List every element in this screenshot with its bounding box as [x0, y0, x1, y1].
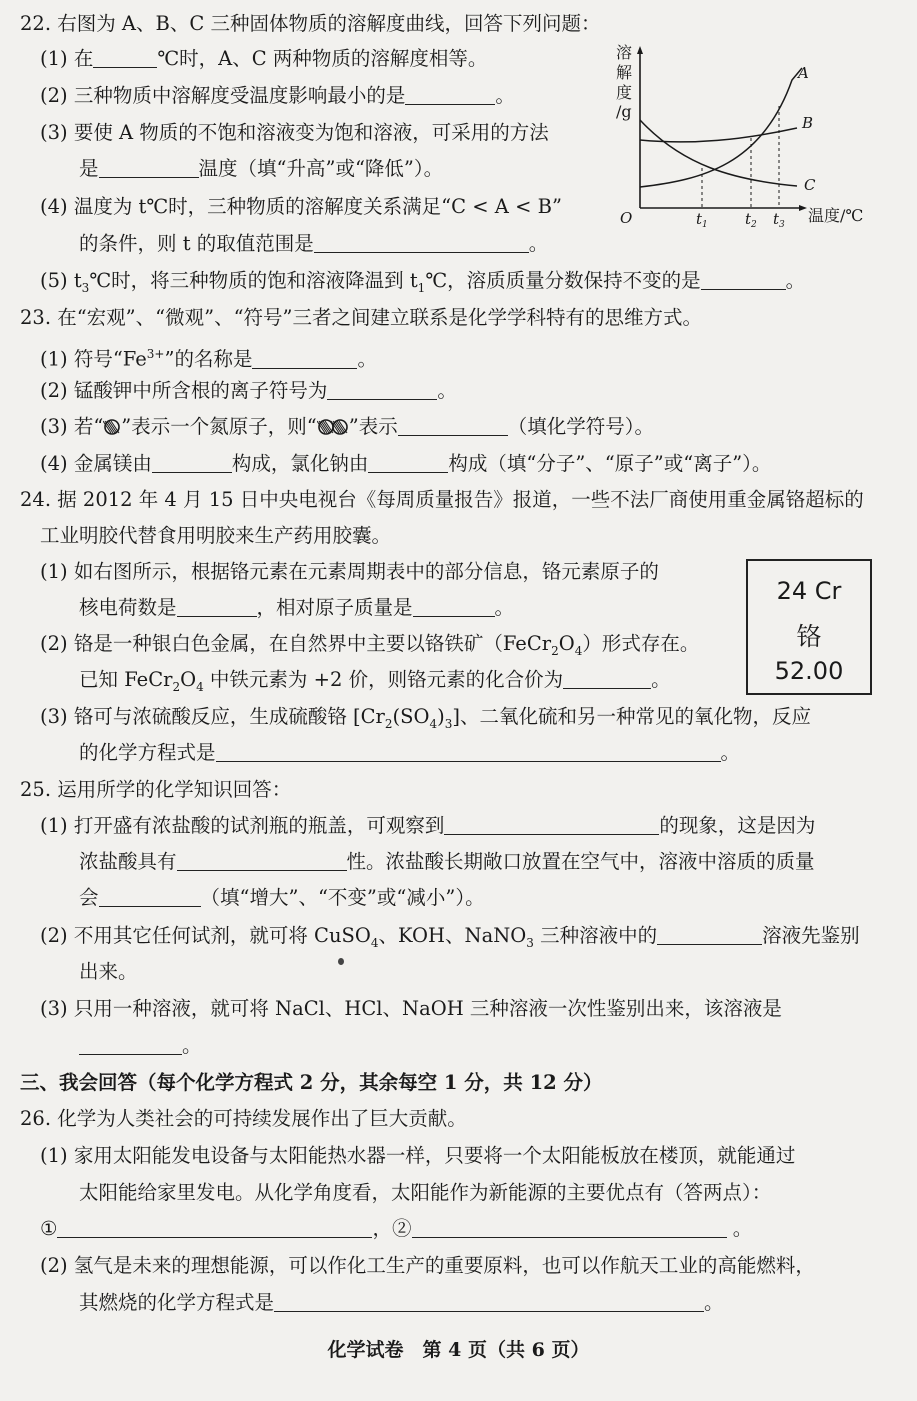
line-text: ”表示 [348, 415, 398, 438]
line-text: ℃时，将三种物质的饱和溶液降温到 t [89, 269, 418, 292]
question-line-q25-2 [40, 924, 860, 955]
subscript: 2 [551, 643, 559, 658]
line-text: (1) 在 [40, 47, 94, 70]
question-line-q22-4 [40, 195, 562, 219]
superscript: 3+ [146, 347, 165, 361]
answer-blank[interactable] [563, 670, 651, 689]
line-text: 。 [726, 1217, 753, 1240]
subscript: 3 [526, 935, 534, 950]
answer-blank[interactable] [216, 743, 721, 762]
line-text: O [180, 668, 197, 691]
line-text: 中铁元素为 +2 价，则铬元素的化合价为 [203, 668, 564, 691]
question-line-q23-1 [40, 342, 377, 372]
question-line-q22-2 [40, 84, 515, 108]
line-text: (4) 金属镁由 [40, 452, 152, 475]
line-text: ℃时，A、C 两种物质的溶解度相等。 [157, 47, 488, 70]
question-line-q26-1 [40, 1144, 795, 1168]
line-text: (1) 打开盛有浓盐酸的试剂瓶的瓶盖，可观察到 [40, 814, 445, 837]
line-text: 浓盐酸具有 [79, 850, 177, 873]
line-text: (2) 锰酸钾中所含根的离子符号为 [40, 379, 328, 402]
question-line-q22-3b [79, 157, 443, 181]
answer-blank[interactable] [274, 1293, 704, 1312]
line-text: 、KOH、NaNO [378, 924, 527, 947]
line-text: 性。浓盐酸长期敞口放置在空气中，溶液中溶质的质量 [346, 850, 815, 873]
question-line-sec3 [20, 1071, 603, 1095]
print-speck [338, 958, 344, 965]
question-line-q24b [40, 524, 391, 548]
line-text: 的现象，这是因为 [659, 814, 816, 837]
nitrogen-atom-icon [103, 418, 121, 436]
y-label-2: 解 [616, 63, 633, 82]
line-text: ，相对原子质量是 [256, 596, 413, 619]
subscript: 4 [196, 679, 204, 694]
line-text: 温度（填“升高”或“降低”）。 [198, 157, 444, 180]
line-text: ℃，溶质质量分数保持不变的是 [425, 269, 701, 292]
line-text: 。 [495, 84, 515, 107]
line-text: 三、我会回答（每个化学方程式 2 分，其余每空 1 分，共 12 分） [20, 1071, 603, 1094]
answer-blank[interactable] [79, 1036, 182, 1055]
line-text: 。 [437, 379, 457, 402]
line-text: (1) 符号“Fe [40, 347, 147, 371]
question-line-q24-3b [79, 741, 740, 765]
answer-blank[interactable] [99, 159, 199, 178]
label-a: A [798, 64, 809, 82]
line-text: 。 [651, 668, 671, 691]
line-text: 已知 FeCr [79, 668, 173, 691]
question-line-q22-1 [40, 47, 487, 71]
line-text: (2) 氢气是未来的理想能源，可以作化工生产的重要原料，也可以作航天工业的高能燃料， [40, 1254, 815, 1277]
line-text: 24. 据 2012 年 4 月 15 日中央电视台《每周质量报告》报道，一些不法厂商使用重金属铬超标的 [20, 488, 864, 511]
line-text: 核电荷数是 [79, 596, 177, 619]
question-line-q22-3 [40, 121, 549, 145]
question-line-q26-2 [40, 1254, 815, 1278]
subscript: 2 [384, 716, 393, 731]
answer-blank[interactable] [57, 1219, 372, 1238]
element-box [746, 559, 872, 695]
question-line-q25-3 [40, 997, 782, 1021]
line-text: 。 [720, 741, 741, 764]
line-text: ) [437, 705, 445, 728]
curve-c [640, 120, 797, 186]
curve-b [640, 128, 797, 142]
question-line-q23-3 [40, 415, 654, 439]
line-text: 。 [357, 347, 377, 371]
line-text: (3) 只用一种溶液，就可将 NaCl、HCl、NaOH 三种溶液一次性鉴别出来，该溶液是 [40, 997, 782, 1020]
nitrogen-molecule-icon [317, 418, 349, 436]
line-text: (5) t [40, 269, 82, 292]
question-line-q24-3 [40, 705, 811, 736]
line-text: 的化学方程式是 [79, 741, 216, 764]
line-text: O [558, 632, 575, 655]
solubility-chart [612, 40, 877, 240]
tick-t2: $t_2$ [745, 210, 757, 230]
label-b: B [802, 114, 814, 132]
line-text: 溶液先鉴别 [762, 924, 860, 947]
answer-blank[interactable] [93, 49, 157, 68]
question-line-q23-4 [40, 452, 771, 476]
question-line-q26-2b [79, 1291, 724, 1315]
question-line-q24-2 [40, 632, 699, 663]
question-line-q24-1b [79, 596, 514, 620]
question-line-q26-1c [40, 1217, 752, 1241]
answer-blank[interactable] [413, 598, 495, 617]
line-text: 的条件，则 t 的取值范围是 [79, 232, 314, 255]
line-text: (1) 如右图所示，根据铬元素在元素周期表中的部分信息，铬元素原子的 [40, 560, 659, 583]
answer-blank[interactable] [701, 271, 786, 290]
line-text: 工业明胶代替食用明胶来生产药用胶囊。 [40, 524, 392, 547]
answer-blank[interactable] [327, 381, 437, 400]
line-text: (1) 家用太阳能发电设备与太阳能热水器一样，只要将一个太阳能板放在楼顶，就能通过 [40, 1144, 796, 1167]
label-c: C [804, 176, 816, 194]
question-line-q25-1b [79, 850, 815, 874]
line-text: (2) 铬是一种银白色金属，在自然界中主要以铬铁矿（FeCr [40, 632, 552, 655]
line-text: 构成，氯化钠由 [231, 452, 369, 475]
subscript: 2 [172, 679, 181, 694]
element-name: 铬 [796, 622, 822, 651]
line-text: 。 [182, 1034, 202, 1057]
question-line-q24-1 [40, 560, 659, 584]
subscript: 3 [444, 716, 453, 731]
subscript: 4 [370, 935, 379, 950]
answer-blank[interactable] [314, 234, 529, 253]
answer-blank[interactable] [657, 926, 762, 945]
line-text: 23. 在“宏观”、“微观”、“符号”三者之间建立联系是化学学科特有的思维方式。 [20, 306, 703, 329]
question-line-q25-3b [79, 1034, 202, 1058]
question-line-q25-2b [79, 960, 138, 984]
line-text: (3) 若“ [40, 415, 104, 438]
question-line-q22-5 [40, 269, 805, 300]
line-text: 26. 化学为人类社会的可持续发展作出了巨大贡献。 [20, 1107, 467, 1130]
answer-blank[interactable] [152, 454, 232, 473]
answer-blank[interactable] [412, 1219, 727, 1238]
line-text: 三种溶液中的 [533, 924, 658, 947]
line-text: ）形式存在。 [582, 632, 700, 655]
line-text: ”表示一个氮原子，则“ [121, 415, 317, 438]
line-text: (2) 三种物质中溶解度受温度影响最小的是 [40, 84, 406, 107]
line-text: 构成（填“分子”、“原子”或“离子”）。 [448, 452, 772, 475]
line-text: ]、二氧化硫和另一种常见的氧化物，反应 [452, 705, 811, 728]
line-text: 出来。 [79, 960, 138, 983]
answer-blank[interactable] [405, 86, 495, 105]
line-text: 。 [785, 269, 806, 292]
x-label: 温度/℃ [808, 206, 864, 225]
question-line-q23 [20, 306, 702, 330]
line-text: 。 [528, 232, 549, 255]
line-text: (4) 温度为 t℃时，三种物质的溶解度关系满足“C < A < B” [40, 195, 562, 218]
line-text: 其燃烧的化学方程式是 [79, 1291, 275, 1314]
line-text: 是 [79, 157, 99, 180]
line-text: (3) 要使 A 物质的不饱和溶液变为饱和溶液，可采用的方法 [40, 121, 549, 144]
element-mass: 52.00 [774, 657, 844, 685]
question-line-q22 [20, 12, 600, 36]
question-line-q24 [20, 488, 864, 512]
line-text: ，② [372, 1217, 412, 1240]
origin-label: O [620, 209, 633, 227]
question-line-q26 [20, 1107, 467, 1131]
line-text: (3) 铬可与浓硫酸反应，生成硫酸铬 [Cr [40, 705, 385, 728]
question-line-q25 [20, 778, 291, 802]
answer-blank[interactable] [252, 350, 357, 369]
answer-blank[interactable] [99, 888, 201, 907]
y-label-1: 溶 [616, 43, 633, 62]
answer-blank[interactable] [398, 417, 508, 436]
tick-t3: $t_3$ [773, 210, 785, 230]
question-line-q23-2 [40, 379, 457, 403]
subscript: 4 [429, 716, 438, 731]
line-text: 太阳能给家里发电。从化学角度看，太阳能作为新能源的主要优点有（答两点）： [79, 1181, 772, 1204]
line-text: ① [40, 1217, 58, 1240]
question-line-q24-2b [79, 668, 671, 699]
page-footer: 化学试卷 第 4 页（共 6 页） [327, 1339, 590, 1361]
line-text: 。 [494, 596, 515, 619]
line-text: 。 [704, 1291, 724, 1314]
line-text: (SO [392, 705, 430, 728]
question-line-q25-1c [79, 886, 485, 910]
line-text: 22. 右图为 A、B、C 三种固体物质的溶解度曲线，回答下列问题： [20, 12, 601, 35]
answer-blank[interactable] [368, 454, 448, 473]
curve-a [640, 68, 802, 187]
answer-blank[interactable] [444, 816, 659, 835]
tick-t1: $t_1$ [696, 210, 708, 230]
subscript: 1 [417, 280, 426, 295]
line-text: (2) 不用其它任何试剂，就可将 CuSO [40, 924, 371, 947]
question-line-q26-1b [79, 1181, 771, 1205]
question-line-q25-1 [40, 814, 815, 838]
line-text: 会 [79, 886, 99, 909]
y-label-4: /g [616, 102, 632, 121]
answer-blank[interactable] [177, 852, 347, 871]
question-line-q22-4b [79, 232, 548, 256]
subscript: 4 [574, 643, 583, 658]
y-label-3: 度 [616, 83, 633, 102]
subscript: 3 [81, 280, 90, 295]
line-text: 25. 运用所学的化学知识回答： [20, 778, 292, 801]
line-text: ”的名称是 [164, 347, 253, 371]
line-text: （填“增大”、“不变”或“减小”）。 [200, 886, 485, 909]
answer-blank[interactable] [177, 598, 257, 617]
line-text: （填化学符号）。 [507, 415, 654, 438]
element-number-symbol: 24 Cr [776, 577, 842, 605]
